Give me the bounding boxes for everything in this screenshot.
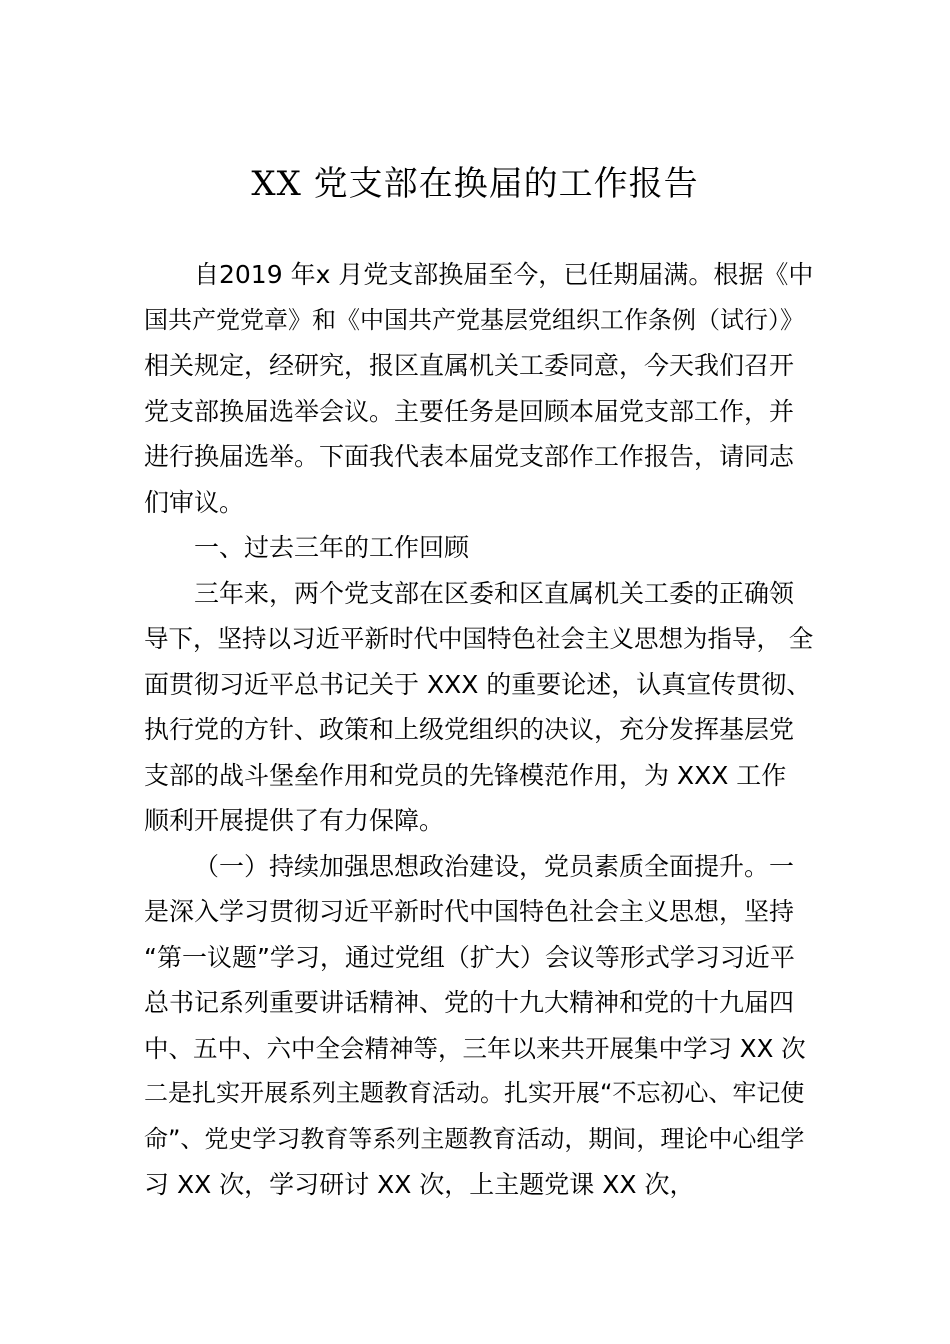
paragraph-line: 国共产党党章》和《中国共产党基层党组织工作条例（试行）》 [144, 305, 804, 334]
paragraph-line: 自2019 年x 月党支部换届至今，已任期届满。根据《中 [194, 260, 814, 289]
paragraph-line: 习 XX 次，学习研讨 XX 次，上主题党课 XX 次， [144, 1170, 695, 1199]
paragraph-line: 党支部换届选举会议。主要任务是回顾本届党支部工作，并 [144, 396, 795, 426]
paragraph-line: 面贯彻习近平总书记关于 XXX 的重要论述，认真宣传贯彻、 [144, 669, 812, 699]
paragraph-line: 们审议。 [144, 487, 245, 517]
section-heading: 一、过去三年的工作回顾 [194, 533, 470, 562]
paragraph-line: 是深入学习贯彻习近平新时代中国特色社会主义思想，坚持 [144, 897, 795, 926]
paragraph-line: 支部的战斗堡垒作用和党员的先锋模范作用，为 XXX 工作 [144, 760, 787, 790]
paragraph-line: 二是扎实开展系列主题教育活动。扎实开展“不忘初心、牢记使 [144, 1079, 805, 1107]
paragraph-line: 相关规定，经研究，报区直属机关工委同意，今天我们召开 [144, 351, 795, 380]
document-title: XX 党支部在换届的工作报告 [251, 164, 699, 204]
paragraph-line: 进行换届选举。下面我代表本届党支部作工作报告，请同志 [144, 442, 795, 471]
paragraph-line: 命”、党史学习教育等系列主题教育活动，期间，理论中心组学 [144, 1124, 805, 1153]
paragraph-line: 中、五中、六中全会精神等，三年以来共开展集中学习 XX 次 [144, 1033, 806, 1063]
paragraph-line: 三年来，两个党支部在区委和区直属机关工委的正确领 [194, 578, 795, 608]
paragraph-line: 执行党的方针、政策和上级党组织的决议，充分发挥基层党 [144, 715, 795, 744]
document-body [144, 252, 814, 1208]
paragraph-line: 顺利开展提供了有力保障。 [144, 806, 445, 835]
paragraph-line: （一）持续加强思想政治建设，党员素质全面提升。一 [194, 851, 795, 881]
paragraph-line: 导下，坚持以习近平新时代中国特色社会主义思想为指导， 全 [144, 624, 814, 653]
paragraph-line: 总书记系列重要讲话精神、党的十九大精神和党的十九届四 [144, 988, 795, 1017]
paragraph-line: “第一议题”学习，通过党组（扩大）会议等形式学习习近平 [144, 942, 795, 972]
